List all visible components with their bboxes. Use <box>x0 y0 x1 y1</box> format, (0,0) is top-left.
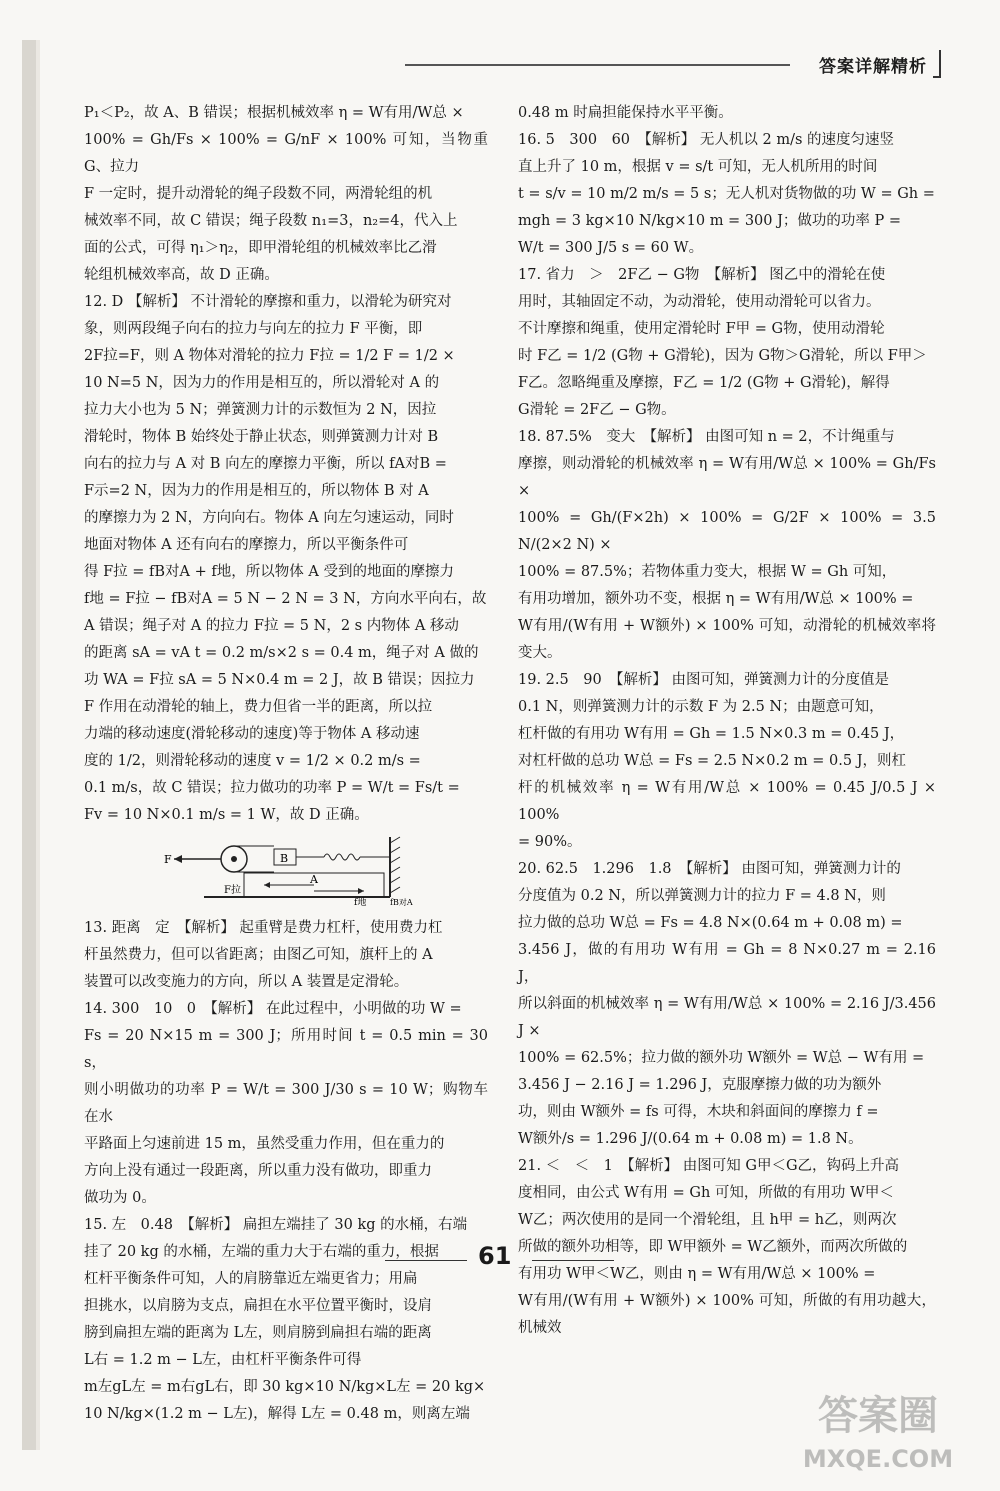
text-line: F示=2 N，因为力的作用是相互的，所以物体 B 对 A <box>84 483 429 499</box>
text-line: 做功为 0。 <box>84 1190 156 1206</box>
text-line: 2F拉=F，则 A 物体对滑轮的拉力 F拉 = 1/2 F = 1/2 × <box>84 348 455 364</box>
text-line: L右 = 1.2 m − L左，由杠杆平衡条件可得 <box>84 1352 362 1368</box>
answer-19: 19. 2.5 90 【解析】 由图可知，弹簧测力计的分度值是 <box>518 672 890 688</box>
text-line: 械效率不同，故 C 错误；绳子段数 n₁=3，n₂=4，代入上 <box>84 213 458 229</box>
text-line: 杆的机械效率 η = W有用/W总 × 100% = 0.45 J/0.5 J × 100% <box>518 780 936 823</box>
text-line: 拉力做的总功 W总 = Fs = 4.8 N×(0.64 m + 0.08 m) = <box>518 915 903 931</box>
answer-17: 17. 省力 ＞ 2F乙 − G物 【解析】 图乙中的滑轮在使 <box>518 267 886 283</box>
page-header <box>405 50 945 80</box>
answer-21: 21. ＜ ＜ 1 【解析】 由图可知 G甲＜G乙，钩码上升高 <box>518 1158 900 1174</box>
header-bracket <box>933 50 941 78</box>
text-line: Fs = 20 N×15 m = 300 J；所用时间 t = 0.5 min = 30 s， <box>84 1028 488 1071</box>
text-line: 则小明做功的功率 P = W/t = 300 J/30 s = 10 W；购物车在水 <box>84 1082 488 1125</box>
text-line: 力端的移动速度(滑轮移动的速度)等于物体 A 移动速 <box>84 726 420 742</box>
text-line: F乙。忽略绳重及摩擦，F乙 = 1/2 (G物 + G滑轮)，解得 <box>518 375 890 391</box>
text-line: 不计摩擦和绳重，使用定滑轮时 F甲 = G物，使用动滑轮 <box>518 321 885 337</box>
text-line: 度相同，由公式 W有用 = Gh 可知，所做的有用功 W甲＜ <box>518 1185 894 1201</box>
text-line: 3.456 J − 2.16 J = 1.296 J，克服摩擦力做的功为额外 <box>518 1077 882 1093</box>
text-line: 担挑水，以肩膀为支点，扁担在水平位置平衡时，设肩 <box>84 1298 432 1314</box>
text-line: 功 WA = F拉 sA = 5 N×0.4 m = 2 J，故 B 错误；因拉力 <box>84 672 475 688</box>
answer-15: 15. 左 0.48 【解析】 扁担左端挂了 30 kg 的水桶，右端 <box>84 1217 468 1233</box>
label-f-ground: f地 <box>354 898 367 907</box>
text-line: P₁＜P₂，故 A、B 错误；根据机械效率 η = W有用/W总 × <box>84 105 464 121</box>
text-line: 方向上没有通过一段距离，所以重力没有做功，即重力 <box>84 1163 432 1179</box>
text-line: 摩擦，则动滑轮的机械效率 η = W有用/W总 × 100% = Gh/Fs × <box>518 456 936 499</box>
text-line: 有用功 W甲＜W乙，则由 η = W有用/W总 × 100% = <box>518 1266 876 1282</box>
text-line: = 90%。 <box>518 834 582 850</box>
text-line: 100% = Gh/Fs × 100% = G/nF × 100% 可知，当物重 G、拉力 <box>84 132 488 175</box>
text-line: 的距离 sA = vA t = 0.2 m/s×2 s = 0.4 m，绳子对 A 做的 <box>84 645 479 661</box>
footer-rule-right <box>532 1260 614 1261</box>
text-line: W乙；两次使用的是同一个滑轮组，且 h甲 = h乙，则两次 <box>518 1212 897 1228</box>
answer-20: 20. 62.5 1.296 1.8 【解析】 由图可知，弹簧测力计的 <box>518 861 901 877</box>
text-line: 0.1 N，则弹簧测力计的示数 F 为 2.5 N；由题意可知， <box>518 699 884 715</box>
text-line: 滑轮时，物体 B 始终处于静止状态，则弹簧测力计对 B <box>84 429 439 445</box>
label-f-BA: fB对A <box>390 898 413 907</box>
pulley-diagram <box>84 835 488 907</box>
text-line: 拉力大小也为 5 N；弹簧测力计的示数恒为 2 N，因拉 <box>84 402 437 418</box>
logo-text: 答案圈 <box>818 1393 938 1439</box>
text-line: 用时，其轴固定不动，为动滑轮，使用动滑轮可以省力。 <box>518 294 881 310</box>
watermark-logo <box>778 1381 978 1481</box>
text-line: 10 N/kg×(1.2 m − L左)，解得 L左 = 0.48 m，则离左端 <box>84 1406 470 1422</box>
text-line: t = s/v = 10 m/2 m/s = 5 s；无人机对货物做的功 W = Gh = <box>518 186 935 202</box>
label-B: B <box>280 852 289 865</box>
text-line: 平路面上匀速前进 15 m，虽然受重力作用，但在重力的 <box>84 1136 445 1152</box>
text-line: 100% = Gh/(F×2h) × 100% = G/2F × 100% = 3.5 N/(2×2 N) × <box>518 510 936 553</box>
text-line: A 错误；绳子对 A 的拉力 F拉 = 5 N，2 s 内物体 A 移动 <box>84 618 459 634</box>
text-line: 装置可以改变施力的方向，所以 A 装置是定滑轮。 <box>84 974 409 990</box>
text-line: 所以斜面的机械效率 η = W有用/W总 × 100% = 2.16 J/3.456 J × <box>518 996 936 1039</box>
text-line: 所做的额外功相等，即 W甲额外 = W乙额外，而两次所做的 <box>518 1239 908 1255</box>
label-A: A <box>310 873 318 886</box>
text-line: 杠杆做的有用功 W有用 = Gh = 1.5 N×0.3 m = 0.45 J， <box>518 726 905 742</box>
pulley-diagram-svg <box>164 835 424 907</box>
text-line: m左gL左 = m右gL右，即 30 kg×10 N/kg×L左 = 20 kg× <box>84 1379 486 1395</box>
text-line: 0.1 m/s，故 C 错误；拉力做功的功率 P = W/t = Fs/t = <box>84 780 460 796</box>
text-line: 100% = 62.5%；拉力做的额外功 W额外 = W总 − W有用 = <box>518 1050 925 1066</box>
answer-18: 18. 87.5% 变大 【解析】 由图可知 n = 2，不计绳重与 <box>518 429 895 445</box>
text-line: 轮组机械效率高，故 D 正确。 <box>84 267 279 283</box>
text-line: 3.456 J，做的有用功 W有用 = Gh = 8 N×0.27 m = 2.16 J， <box>518 942 936 985</box>
page-number: 61 <box>478 1242 512 1270</box>
text-line: mgh = 3 kg×10 N/kg×10 m = 300 J；做功的功率 P = <box>518 213 902 229</box>
text-line: W有用/(W有用 + W额外) × 100% 可知，所做的有用功越大，机械效 <box>518 1293 936 1336</box>
text-line: F 一定时，提升动滑轮的绳子段数不同，两滑轮组的机 <box>84 186 433 202</box>
label-F: F <box>164 853 172 866</box>
left-column <box>84 100 488 1428</box>
text-line: 功，则由 W额外 = fs 可得，木块和斜面间的摩擦力 f = <box>518 1104 879 1120</box>
text-line: W/t = 300 J/5 s = 60 W。 <box>518 240 704 256</box>
text-line: 10 N=5 N，因为力的作用是相互的，所以滑轮对 A 的 <box>84 375 440 391</box>
text-line: W有用/(W有用 + W额外) × 100% 可知，动滑轮的机械效率将变大。 <box>518 618 936 661</box>
text-line: G滑轮 = 2F乙 − G物。 <box>518 402 676 418</box>
page-footer <box>0 1240 1000 1280</box>
text-line: 度的 1/2，则滑轮移动的速度 v = 1/2 × 0.2 m/s = <box>84 753 421 769</box>
text-line: 的摩擦力为 2 N，方向向右。物体 A 向左匀速运动，同时 <box>84 510 454 526</box>
text-line: 0.48 m 时扁担能保持水平平衡。 <box>518 105 733 121</box>
text-line: 对杠杆做的总功 W总 = Fs = 2.5 N×0.2 m = 0.5 J，则杠 <box>518 753 907 769</box>
answer-13: 13. 距离 定 【解析】 起重臂是费力杠杆，使用费力杠 <box>84 920 443 936</box>
footer-rule-left <box>385 1260 467 1261</box>
text-line: 挂了 20 kg 的水桶，左端的重力大于右端的重力，根据 <box>84 1244 439 1260</box>
header-rule <box>405 64 790 66</box>
text-line: 向右的拉力与 A 对 B 向左的摩擦力平衡，所以 fA对B = <box>84 456 447 472</box>
text-line: 12. D 【解析】 不计滑轮的摩擦和重力，以滑轮为研究对 <box>84 294 452 310</box>
text-line: 时 F乙 = 1/2 (G物 + G滑轮)，因为 G物＞G滑轮，所以 F甲＞ <box>518 348 927 364</box>
logo-url: MXQE.COM <box>802 1445 954 1473</box>
book-spine-shadow <box>22 40 36 1450</box>
text-line: 有用功增加，额外功不变，根据 η = W有用/W总 × 100% = <box>518 591 914 607</box>
text-line: W额外/s = 1.296 J/(0.64 m + 0.08 m) = 1.8 N。 <box>518 1131 863 1147</box>
answer-16: 16. 5 300 60 【解析】 无人机以 2 m/s 的速度匀速竖 <box>518 132 895 148</box>
text-line: 面的公式，可得 η₁＞η₂，即甲滑轮组的机械效率比乙滑 <box>84 240 437 256</box>
text-line: f地 = F拉 − fB对A = 5 N − 2 N = 3 N，方向水平向右，故 <box>84 591 487 607</box>
text-line: 得 F拉 = fB对A + f地，所以物体 A 受到的地面的摩擦力 <box>84 564 454 580</box>
text-line: 直上升了 10 m，根据 v = s/t 可知，无人机所用的时间 <box>518 159 878 175</box>
text-line: 地面对物体 A 还有向右的摩擦力，所以平衡条件可 <box>84 537 409 553</box>
header-title: 答案详解精析 <box>819 57 927 77</box>
text-line: 100% = 87.5%；若物体重力变大，根据 W = Gh 可知， <box>518 564 897 580</box>
right-column <box>518 100 936 1342</box>
book-spine-edge <box>36 40 40 1450</box>
text-line: 杆虽然费力，但可以省距离；由图乙可知，旗杆上的 A <box>84 947 433 963</box>
answer-14: 14. 300 10 0 【解析】 在此过程中，小明做的功 W = <box>84 1001 462 1017</box>
text-line: 象，则两段绳子向右的拉力与向左的拉力 F 平衡，即 <box>84 321 423 337</box>
text-line: 膀到扁担左端的距离为 L左，则肩膀到扁担右端的距离 <box>84 1325 432 1341</box>
text-line: F 作用在动滑轮的轴上，费力但省一半的距离，所以拉 <box>84 699 433 715</box>
text-line: 分度值为 0.2 N，所以弹簧测力计的拉力 F = 4.8 N，则 <box>518 888 886 904</box>
label-F-pull: F拉 <box>224 885 241 896</box>
text-line: Fv = 10 N×0.1 m/s = 1 W，故 D 正确。 <box>84 807 369 823</box>
text-line: 杠杆平衡条件可知，人的肩膀靠近左端更省力；用扁 <box>84 1271 418 1287</box>
